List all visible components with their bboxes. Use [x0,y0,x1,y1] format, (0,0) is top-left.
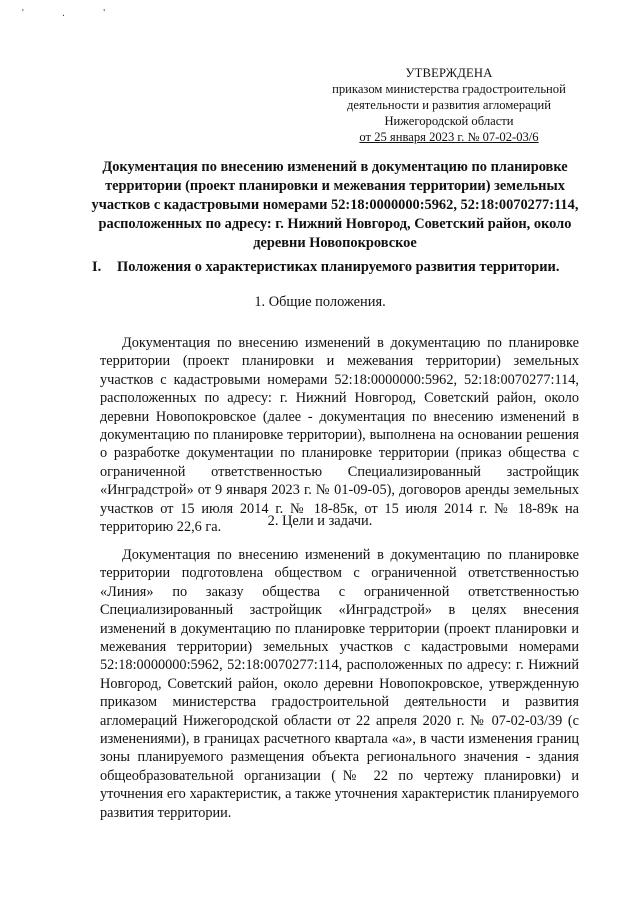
section-heading [92,258,592,277]
subsection-heading-goals: 2. Цели и задачи. [267,513,373,529]
approval-heading: УТВЕРЖДЕНА [405,66,493,80]
paragraph-general: Документация по внесению изменений в документацию по планировке территории (проект планировки и межевания территории) земельных участков с кадастровыми номерами 52:18:0000000:5962, 52:18:0070277:114, расположенных по адресу: г. Нижний Новгород, Советский район, около деревни Новопокровское (далее - документация по внесению изменений в документацию по планировке территории), выполнена на основании решения о разработке документации по планировке территории (приказ общества с ограниченной ответственностью Специализированный застройщик «Инградстрой» от 9 января 2023 г. № 01-09-05), договоров аренды земельных участков от 15 июля 2014 г. № 18-85к, от 15 июля 2014 г. № 18-89к на территорию 22,6 га. [100,335,579,536]
paragraph-goals: Документация по внесению изменений в документацию по планировке территории подготовлена обществом с ограниченной ответственностью «Линия» по заказу общества с ограниченной ответственностью Специализированный застройщик «Инградстрой» в целях внесения изменений в документацию по планировке территории (проект планировки и межевания территории) земельных участков с кадастровыми номерами 52:18:0000000:5962, 52:18:0070277:114, расположенных по адресу: г. Нижний Новгород, Советский район, около деревни Новопокровское, утвержденную приказом министерства градостроительной деятельности и развития агломераций Нижегородской области от 22 апреля 2020 г. № 07-02-03/39 (с изменениями), в границах расчетного квартала «а», в части изменения границ зоны планируемого размещения объекта регионального значения - здания общеобразовательной организации (№ 22 по чертежу планировки) и уточнения его характеристик, а также уточнения характеристик планируемого развития территории. [100,547,579,821]
document-title: Документация по внесению изменений в документацию по планировке территории (проект планировки и межевания территории) земельных участков с кадастровыми номерами 52:18:0000000:5962, 52:18:0070277:114, расположенных по адресу: г. Нижний Новгород, Советский район, около деревни Новопокровское [91,159,579,251]
approval-line-2: деятельности и развития агломераций [347,98,551,112]
scan-marks: ' . ' [22,8,124,19]
approval-line-1: приказом министерства градостроительной [332,82,566,96]
section-number: I. [92,259,102,275]
approval-line-3: Нижегородской области [384,114,514,128]
approval-block [318,65,580,145]
subsection-heading-general: 1. Общие положения. [254,294,386,310]
section-title: Положения о характеристиках планируемого развития территории. [117,259,560,275]
order-date: от 25 января 2023 г. № 07-02-03/6 [359,130,539,144]
